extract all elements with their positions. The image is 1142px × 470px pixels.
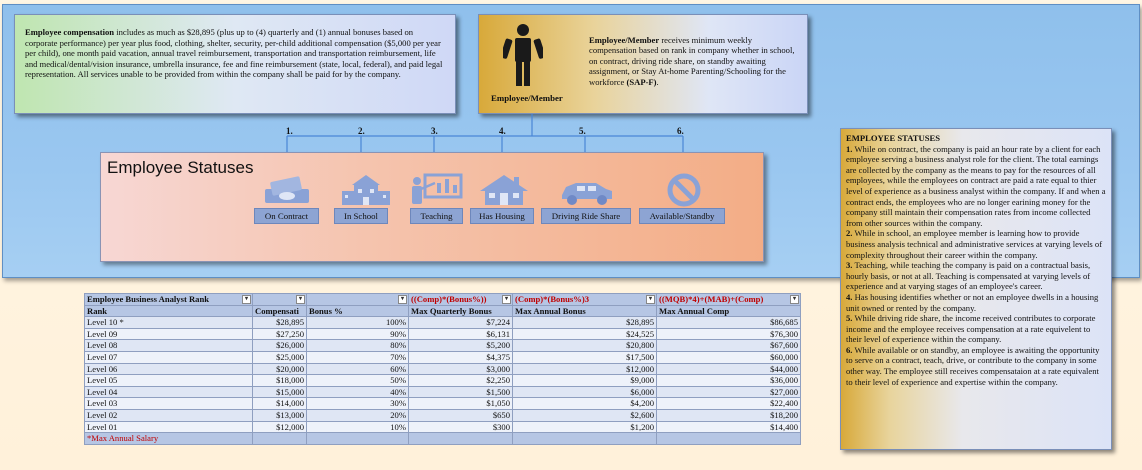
- filter-dropdown-icon[interactable]: ▾: [296, 295, 305, 304]
- table-cell[interactable]: $3,000: [409, 363, 513, 375]
- table-cell[interactable]: $60,000: [657, 351, 801, 363]
- status-on-contract-button[interactable]: On Contract: [254, 208, 319, 224]
- status-teaching-button[interactable]: Teaching: [410, 208, 463, 224]
- notes-title: EMPLOYEE STATUSES: [846, 133, 940, 143]
- table-cell[interactable]: Level 10 *: [85, 317, 253, 329]
- status-number-5: 5.: [579, 126, 586, 136]
- table-cell[interactable]: 100%: [307, 317, 409, 329]
- member-tail: .: [656, 76, 659, 87]
- table-cell[interactable]: Level 06: [85, 363, 253, 375]
- status-number-1: 1.: [286, 126, 293, 136]
- table-cell[interactable]: $44,000: [657, 363, 801, 375]
- notes-item-3: 3. Teaching, while teaching the company is paid on a contractual basis, hourly basis, or not at all. Teaching is compensated at varying levels of experience and at varying stages of an employee's career.: [846, 260, 1091, 292]
- filter-header-cell[interactable]: [253, 294, 307, 306]
- status-driving-ride-share-button[interactable]: Driving Ride Share: [541, 208, 631, 224]
- table-filter-header-row: [85, 294, 801, 306]
- table-cell[interactable]: Level 09: [85, 328, 253, 340]
- filter-header-cell[interactable]: Employee Business Analyst Rank ▾: [85, 294, 253, 306]
- table-cell[interactable]: [307, 433, 409, 445]
- filter-header-cell[interactable]: ((Comp)*(Bonus%)) ▾: [409, 294, 513, 306]
- member-text: receives minimum weekly compensation based on rank in company whether in school, on contract, driving ride share, on standby awaiting assignment, or Stay At-home Parenting/Schooling for the workforce: [589, 35, 795, 87]
- money-icon: [259, 173, 319, 207]
- table-cell[interactable]: $650: [409, 409, 513, 421]
- filter-header-cell[interactable]: [307, 294, 409, 306]
- member-sapf: (SAP-F): [626, 76, 657, 87]
- table-cell[interactable]: $6,131: [409, 328, 513, 340]
- table-row: [85, 328, 801, 340]
- employee-statuses-notes[interactable]: [840, 128, 1112, 450]
- statuses-title: Employee Statuses: [107, 158, 254, 177]
- filter-dropdown-icon[interactable]: ▾: [398, 295, 407, 304]
- member-label: Employee/Member: [491, 93, 563, 103]
- notes-item-6: 6. While available or on standby, an employee is awaiting the opportunity to serve on a contract, teach, drive, or contribute to the company in some other way. The employee still receives compensataion at a rate equivalent to their level of experience and expertise within the company.: [846, 344, 1100, 387]
- footnote-cell[interactable]: *Max Annual Salary: [85, 433, 253, 445]
- status-number-4: 4.: [499, 126, 506, 136]
- school-icon: [336, 173, 396, 207]
- table-cell[interactable]: $13,000: [253, 409, 307, 421]
- table-cell[interactable]: $5,200: [409, 340, 513, 352]
- table-row: [85, 398, 801, 410]
- table-cell[interactable]: $15,000: [253, 386, 307, 398]
- table-row: [85, 421, 801, 433]
- table-cell[interactable]: 60%: [307, 363, 409, 375]
- table-row: [85, 351, 801, 363]
- table-cell[interactable]: $1,200: [513, 421, 657, 433]
- employee-statuses-box[interactable]: [100, 152, 764, 262]
- table-row: [85, 363, 801, 375]
- column-header[interactable]: Bonus %: [307, 305, 409, 317]
- status-has-housing-button[interactable]: Has Housing: [470, 208, 534, 224]
- column-header[interactable]: Max Annual Comp: [657, 305, 801, 317]
- table-cell[interactable]: $12,000: [513, 363, 657, 375]
- table-cell[interactable]: $1,050: [409, 398, 513, 410]
- table-footnote-row: [85, 433, 801, 445]
- notes-item-2: 2. While in school, an employee member is learning how to provide business analysis technical and administrative services at varying levels of complexity throughout their career within the company.: [846, 228, 1103, 260]
- table-row: [85, 375, 801, 387]
- notes-item-1: 1. While on contract, the company is paid an hour rate by a client for each employee serving a business analyst role for the client. The total earnings are collected by the company as the means to pay for the resources of all employees, while the employees on contract are paid a rate equal to thier level of experience as a business analyst within the company. If and when a contract ends, the employees who are no longer earining money for the company still maintain their compensation rates from income collected from other sources within the company.: [846, 143, 1106, 228]
- table-cell[interactable]: $17,500: [513, 351, 657, 363]
- table-cell[interactable]: $18,200: [657, 409, 801, 421]
- filter-dropdown-icon[interactable]: ▾: [502, 295, 511, 304]
- table-cell[interactable]: $2,250: [409, 375, 513, 387]
- table-row: [85, 386, 801, 398]
- table-cell[interactable]: $24,525: [513, 328, 657, 340]
- table-cell[interactable]: $6,000: [513, 386, 657, 398]
- status-number-2: 2.: [358, 126, 365, 136]
- table-cell[interactable]: $36,000: [657, 375, 801, 387]
- column-header[interactable]: Max Quarterly Bonus: [409, 305, 513, 317]
- table-cell[interactable]: $86,685: [657, 317, 801, 329]
- table-cell[interactable]: $1,500: [409, 386, 513, 398]
- status-in-school-button[interactable]: In School: [334, 208, 388, 224]
- member-textbox[interactable]: [478, 14, 808, 114]
- rank-compensation-table: [84, 293, 800, 467]
- table-cell[interactable]: $14,400: [657, 421, 801, 433]
- table-cell[interactable]: $20,000: [253, 363, 307, 375]
- member-description: [589, 35, 799, 87]
- table-cell[interactable]: [409, 433, 513, 445]
- table-row: [85, 409, 801, 421]
- table-cell[interactable]: [253, 433, 307, 445]
- table-cell[interactable]: 40%: [307, 386, 409, 398]
- notes-item-4: 4. Has housing identifies whether or not an employee dwells in a housing unit owned or rented by the company.: [846, 291, 1099, 313]
- table-cell[interactable]: $26,000: [253, 340, 307, 352]
- table-cell[interactable]: [657, 433, 801, 445]
- column-header[interactable]: Rank: [85, 305, 253, 317]
- notes-item-5: 5. While driving ride share, the income received contributes to corporate income and the employee receives compensation at a rate equivelent to their level of experience within the company.: [846, 313, 1096, 345]
- table-cell[interactable]: $18,000: [253, 375, 307, 387]
- table-cell[interactable]: 10%: [307, 421, 409, 433]
- house-icon: [474, 173, 534, 207]
- filter-dropdown-icon[interactable]: ▾: [242, 295, 251, 304]
- compensation-textbox[interactable]: [14, 14, 456, 114]
- table-row: [85, 340, 801, 352]
- table-cell[interactable]: Level 08: [85, 340, 253, 352]
- table-cell[interactable]: Level 05: [85, 375, 253, 387]
- filter-header-cell[interactable]: ((MQB)*4)+(MAB)+(Comp) ▾: [657, 294, 801, 306]
- table-cell[interactable]: Level 02: [85, 409, 253, 421]
- table-cell[interactable]: 70%: [307, 351, 409, 363]
- table-cell[interactable]: $12,000: [253, 421, 307, 433]
- filter-dropdown-icon[interactable]: ▾: [646, 295, 655, 304]
- table-cell[interactable]: $4,375: [409, 351, 513, 363]
- table-cell[interactable]: $76,300: [657, 328, 801, 340]
- table-cell[interactable]: $4,200: [513, 398, 657, 410]
- column-header[interactable]: Max Annual Bonus: [513, 305, 657, 317]
- table-cell[interactable]: $2,600: [513, 409, 657, 421]
- table-cell[interactable]: 20%: [307, 409, 409, 421]
- person-icon: [503, 23, 543, 87]
- car-icon: [556, 173, 616, 207]
- table-cell[interactable]: Level 03: [85, 398, 253, 410]
- table-cell[interactable]: $9,000: [513, 375, 657, 387]
- table-cell[interactable]: $27,000: [657, 386, 801, 398]
- table-cell[interactable]: $14,000: [253, 398, 307, 410]
- table-cell[interactable]: $28,895: [253, 317, 307, 329]
- table-cell[interactable]: Level 07: [85, 351, 253, 363]
- filter-dropdown-icon[interactable]: ▾: [790, 295, 799, 304]
- table-cell[interactable]: 50%: [307, 375, 409, 387]
- table-cell[interactable]: $22,400: [657, 398, 801, 410]
- no-entry-icon: [654, 173, 714, 207]
- status-number-6: 6.: [677, 126, 684, 136]
- compensation-text: includes as much as $28,895 (plus up to (4) quarterly and (1) annual bonuses based on corporate performance) per year plus food, clothing, shelter, security, per-child additional compensation ($5,000 per year per child), one month paid vacation, annual travel reimbursement, transportation and transportation reimbursement, life and medical/dental/vision insurance, umbrella insurance, fee and fine reimbursement (state, local, federal), and paid legal representation. All services unable to be provided from within the company shall be paid for by the company.: [25, 27, 443, 79]
- table-cell[interactable]: [513, 433, 657, 445]
- table-cell[interactable]: $67,600: [657, 340, 801, 352]
- table-column-header-row: [85, 305, 801, 317]
- table-row: [85, 317, 801, 329]
- table-cell[interactable]: $7,224: [409, 317, 513, 329]
- member-lead: Employee/Member: [589, 35, 660, 45]
- filter-header-cell[interactable]: (Comp)*(Bonus%)3 ▾: [513, 294, 657, 306]
- table-cell[interactable]: $20,800: [513, 340, 657, 352]
- table-cell[interactable]: $27,250: [253, 328, 307, 340]
- table-cell[interactable]: 80%: [307, 340, 409, 352]
- table-cell[interactable]: 30%: [307, 398, 409, 410]
- column-header[interactable]: Compensati: [253, 305, 307, 317]
- table-cell[interactable]: $28,895: [513, 317, 657, 329]
- table-cell[interactable]: 90%: [307, 328, 409, 340]
- table-cell[interactable]: $300: [409, 421, 513, 433]
- table-cell[interactable]: Level 01: [85, 421, 253, 433]
- status-available-standby-button[interactable]: Available/Standby: [639, 208, 725, 224]
- teaching-icon: [407, 173, 467, 207]
- table-cell[interactable]: $25,000: [253, 351, 307, 363]
- status-number-3: 3.: [431, 126, 438, 136]
- table-cell[interactable]: Level 04: [85, 386, 253, 398]
- compensation-lead: Employee compensation: [25, 27, 115, 37]
